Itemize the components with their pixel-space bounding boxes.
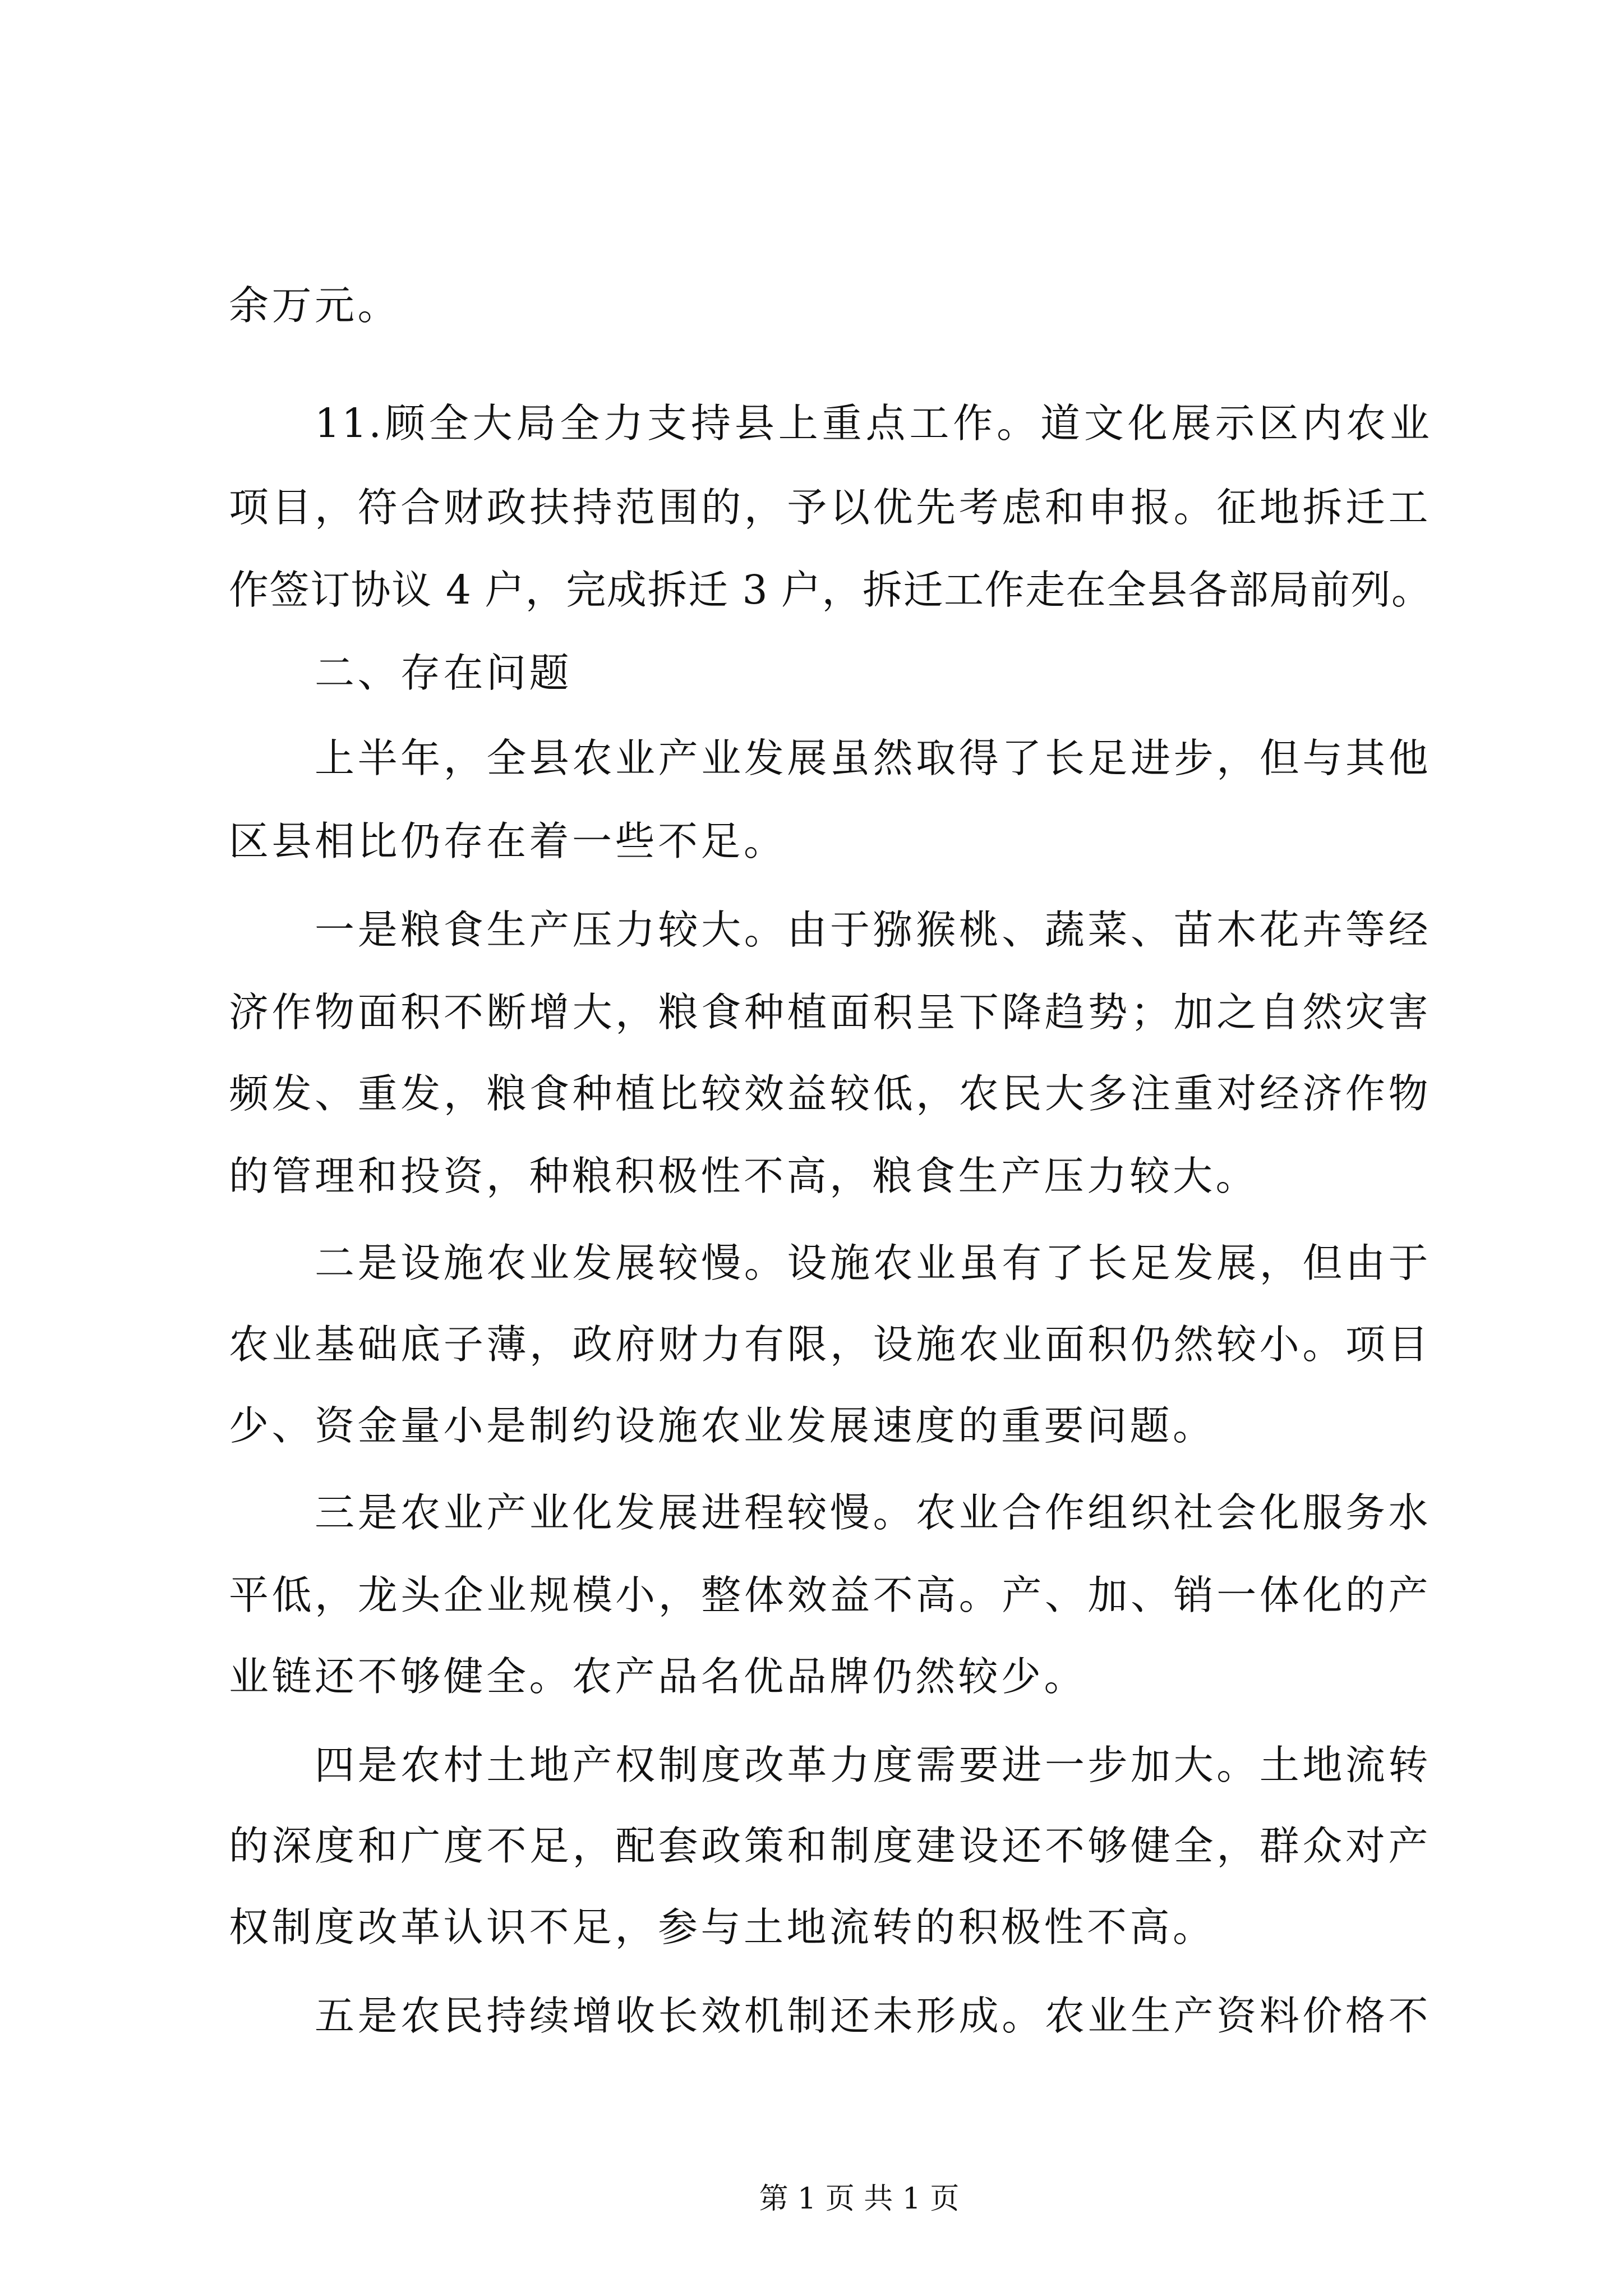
text-line: 权制度改革认识不足，参与土地流转的积极性不高。: [229, 1904, 1216, 1950]
text-line: 业链还不够健全。农产品名优品牌仍然较少。: [229, 1653, 1087, 1700]
text-line: 五是农民持续增收长效机制还未形成。农业生产资料价格不: [315, 1993, 1431, 2039]
text-line: 区县相比仍存在着一些不足。: [229, 818, 787, 864]
text-line: 四是农村土地产权制度改革力度需要进一步加大。土地流转: [315, 1742, 1431, 1788]
text-line: 农业基础底子薄，政府财力有限，设施农业面积仍然较小。项目: [229, 1321, 1431, 1368]
text-line: 频发、重发，粮食种植比较效益较低，农民大多注重对经济作物: [229, 1070, 1431, 1117]
text-line: 的管理和投资，种粮积极性不高，粮食生产压力较大。: [229, 1153, 1259, 1199]
text-line: 作签订协议 4 户，完成拆迁 3 户，拆迁工作走在全县各部局前列。: [229, 567, 1431, 613]
text-line: 一是粮食生产压力较大。由于猕猴桃、蔬菜、苗木花卉等经: [315, 907, 1431, 953]
text-line: 11.顾全大局全力支持县上重点工作。道文化展示区内农业: [315, 400, 1431, 447]
text-line: 二、存在问题: [315, 650, 573, 696]
text-line: 的深度和广度不足，配套政策和制度建设还不够健全，群众对产: [229, 1823, 1431, 1869]
page-footer: 第 1 页 共 1 页: [759, 2182, 960, 2216]
text-line: 三是农业产业化发展进程较慢。农业合作组织社会化服务水: [315, 1489, 1431, 1536]
text-line: 济作物面积不断增大，粮食种植面积呈下降趋势；加之自然灾害: [229, 989, 1431, 1036]
text-line: 余万元。: [229, 282, 401, 329]
text-line: 项目，符合财政扶持范围的，予以优先考虑和申报。征地拆迁工: [229, 484, 1431, 531]
text-line: 平低，龙头企业规模小，整体效益不高。产、加、销一体化的产: [229, 1572, 1431, 1618]
text-line: 少、资金量小是制约设施农业发展速度的重要问题。: [229, 1402, 1216, 1449]
text-line: 上半年，全县农业产业发展虽然取得了长足进步，但与其他: [315, 735, 1431, 781]
text-line: 二是设施农业发展较慢。设施农业虽有了长足发展，但由于: [315, 1240, 1431, 1286]
